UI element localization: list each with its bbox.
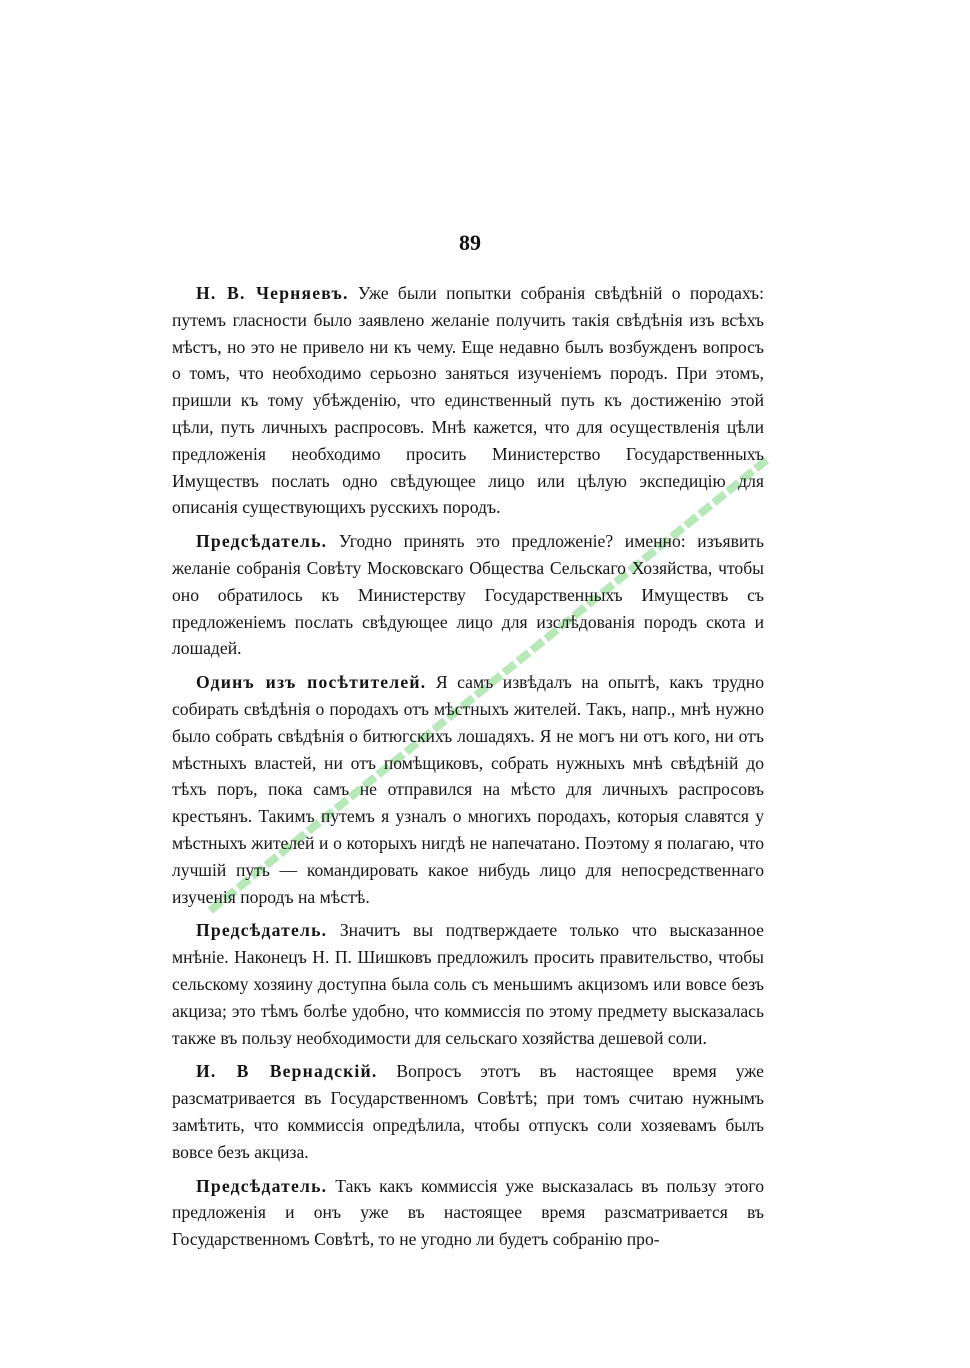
body-text [172,280,764,1260]
speaker-name: И. В Вернадскій. [196,1061,378,1082]
page-number: 89 [459,230,481,255]
speaker-name: Н. В. Черняевъ. [196,283,349,303]
speech-text: Угодно принять это предложеніе? именно: изъявить желаніе собранія Совѣту Московскаго Общества Сельскаго Хозяйства, чтобы оно обратилось къ Министерству Государственныхъ Имуществъ съ предложеніемъ послать свѣдующее лицо для изслѣдованія породъ скота и лошадей. [172,531,764,659]
speaker-name: Предсѣдатель. [196,531,328,552]
paragraph-vernadsky [172,1058,764,1165]
speaker-name: Предсѣдатель. [196,920,328,941]
paragraph-visitor [172,669,764,910]
paragraph-chairman-2 [172,917,764,1051]
speech-text: Значитъ вы подтверждаете только что высказанное мнѣніе. Наконецъ Н. П. Шишковъ предложилъ просить правительство, чтобы сельскому хозяину доступна была соль съ меньшимъ акцизомъ или вовсе безъ акциза; это тѣмъ болѣе удобно, что коммиссія по этому предмету высказалась также въ пользу необходимости для сельскаго хозяйства дешевой соли. [172,920,764,1048]
paragraph-chernyaev [172,280,764,521]
speaker-name: Предсѣдатель. [196,1175,328,1196]
speech-text: Уже были попытки собранія свѣдѣній о породахъ: путемъ гласности было заявлено желаніе получить такія свѣдѣнія изъ всѣхъ мѣстъ, но это не привело ни къ чему. Еще недавно былъ возбужденъ вопросъ о томъ, что необходимо серьозно заняться изученіемъ породъ. При этомъ, пришли къ тому убѣжденію, что единственный путь къ достиженію этой цѣли, путь личныхъ распросовъ. Мнѣ кажется, что для осуществленія цѣли предложенія необходимо просить Министерство Государственныхъ Имуществъ послать одно свѣдующее лицо или цѣлую экспедицію для описанія существующихъ русскихъ породъ. [172,283,765,518]
speaker-name: Одинъ изъ посѣтителей. [196,672,427,693]
speech-text: Вопросъ этотъ въ настоящее время уже разсматривается въ Государственномъ Совѣтѣ; при томъ считаю нужнымъ замѣтить, что коммиссія опредѣлила, чтобы отпускъ соли хозяевамъ былъ вовсе безъ акциза. [172,1061,764,1162]
paragraph-chairman-3 [172,1173,764,1253]
speech-text: Я самъ извѣдалъ на опытѣ, какъ трудно собирать свѣдѣнія о породахъ отъ мѣстныхъ жителей. Такъ, напр., мнѣ нужно было собрать свѣдѣнія о битюгскихъ лошадяхъ. Я не могъ ни отъ кого, ни отъ мѣстныхъ властей, ни отъ помѣщиковъ, собрать нужныхъ мнѣ свѣдѣній до тѣхъ поръ, пока самъ не отправился на мѣсто для личныхъ распросовъ крестьянъ. Такимъ путемъ я узналъ о многихъ породахъ, которыя славятся у мѣстныхъ жителей и о которыхъ нигдѣ не напечатано. Поэтому я полагаю, что лучшій путь — командировать какое нибудь лицо для непосредственнаго изученія породъ на мѣстѣ. [172,672,764,907]
paragraph-chairman-1 [172,528,764,662]
speech-text: Такъ какъ коммиссія уже высказалась въ пользу этого предложенія и онъ уже въ настоящее время разсматривается въ Государственномъ Совѣтѣ, то не угодно ли будетъ собранію про- [172,1175,764,1250]
